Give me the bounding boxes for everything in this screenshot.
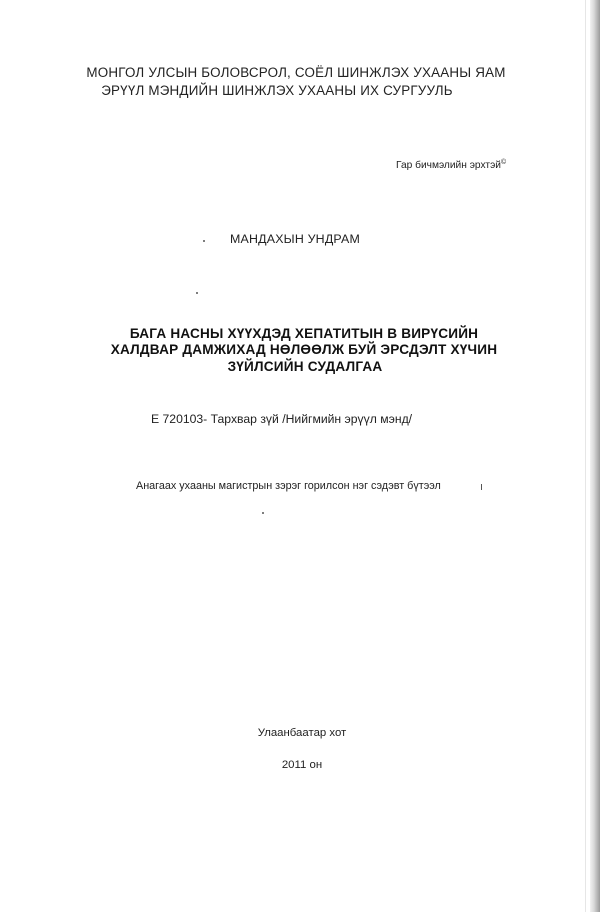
thesis-title-line-1: БАГА НАСНЫ ХҮҮХДЭД ХЕПАТИТЫН В ВИРҮСИЙН — [129, 326, 479, 341]
rights-notice-text: Гар бичмэлийн эрхтэй — [396, 160, 501, 171]
university-name: ЭРҮҮЛ МЭНДИЙН ШИНЖЛЭХ УХААНЫ ИХ СУРГУУЛЬ — [101, 83, 453, 98]
copyright-symbol: © — [500, 159, 507, 166]
degree-statement: Анагаах ухааны магистрын зэрэг горилсон нэг сэдэвт бүтээл — [136, 480, 441, 492]
scan-speck — [203, 240, 205, 242]
publication-year: 2011 он — [281, 759, 323, 771]
place-of-publication: Улаанбаатар хот — [257, 727, 347, 739]
scan-speck — [481, 484, 482, 490]
scan-speck — [196, 292, 198, 294]
thesis-title-line-3: ЗҮЙЛСИЙН СУДАЛГАА — [227, 359, 383, 374]
specialty-code: Е 720103- Тархвар зүй /Нийгмийн эрүүл мэнд/ — [151, 412, 413, 426]
rights-notice — [396, 159, 506, 171]
scan-speck — [262, 512, 264, 514]
author-name: МАНДАХЫН УНДРАМ — [230, 232, 361, 246]
ministry-name: МОНГОЛ УЛСЫН БОЛОВСРОЛ, СОЁЛ ШИНЖЛЭХ УХААНЫ ЯАМ — [86, 65, 506, 80]
thesis-title-line-2: ХАЛДВАР ДАМЖИХАД НӨЛӨӨЛЖ БУЙ ЭРСДЭЛТ ХҮЧИН — [110, 342, 498, 357]
scan-page-edge — [590, 0, 600, 912]
scan-edge-line — [585, 0, 586, 912]
